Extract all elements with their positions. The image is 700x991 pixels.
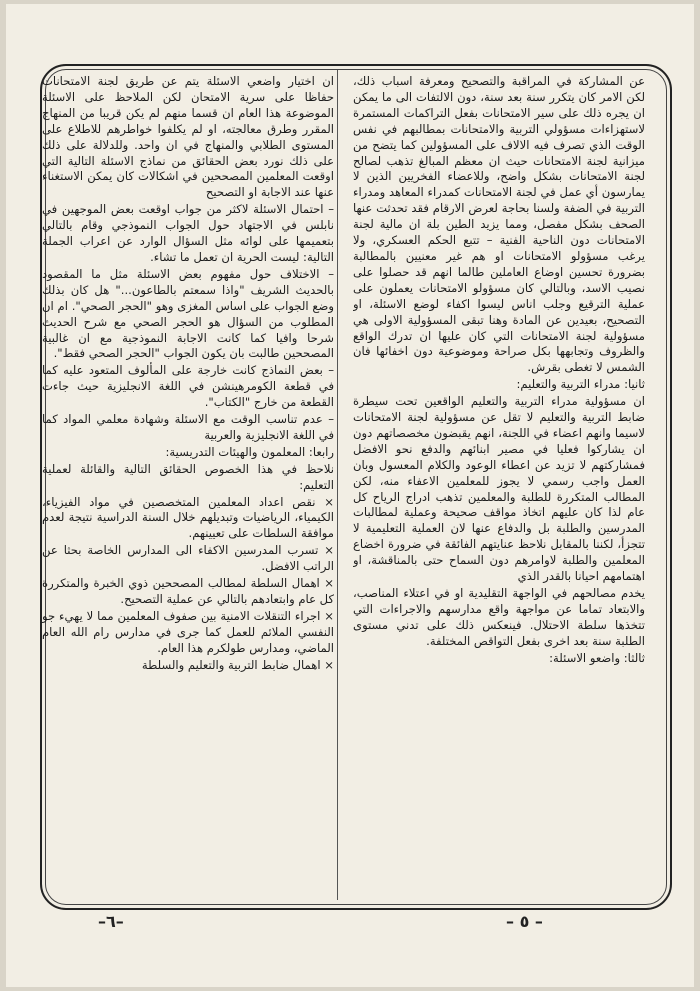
right-paragraph: عن المشاركة في المراقبة والتصحيح ومعرفة اسباب ذلك، لكن الامر كان يتكرر سنة بعد سنة، دون الالتفات الى ما يمكن ان يجره ذلك على سير الامتحانات بفعل التراكمات المستمرة لاستهزاءات مسؤولي التربية والامتحانات بمطالبهم في نفس الوقت الذي تصرف فيه الالاف على المسؤولين كما يتضح من ميزانية لجنة الامتحانات حيث ان معظم المبالغ تذهب لصالح لجنة الامتحانات بشكل واضح، وللاعضاء الفخريين الذين لا يمارسون أي عمل في لجنة الامتحانات كمدراء المعاهد ومدراء التربية في الضفة ولسنا بحاجة لعرض الارقام فقد تحدثت عنها الصحف بشكل مفصل، ومما يزيد الطين بلة ان مالية لجنة الامتحانات دون الناحية الفنية – تتبع الحكم العسكري، ولا يرغب مسؤولو الامتحانات او هم غير معنيين بالمطالبة بضرورة تحسين اوضاع العاملين طالما انهم قد حصلوا على نصيب الاسد، وبالتالي كان مسؤولو الامتحانات يعملون على عملية الترقيع وجلب اناس ليسوا اكفاء لوضع الاسئلة، او التصحيح، بعيدين عن المادة وهنا تبقى المسؤولية الاولى هي مسؤولية لجنة الامتحانات التي كان عليها ان تدرك الواقع والظروف وتجابهها بكل صراحة وموضوعية دون اخفائها فان الشمس لا تغطى بقرش. (353, 74, 645, 375)
section-heading: ثالثا: واضعو الاسئلة: (549, 650, 645, 665)
left-paragraph: – الاختلاف حول مفهوم بعض الاسئلة مثل ما المقصود بالحديث الشريف "واذا سمعتم بالطاعون..." هل كان بذلك وضع الجواب على اساس المغزى وهو "الحجر الصحي". ام ان المطلوب من السؤال هو الحجر الصحي مع شرح الحديث شرحا وافيا كما كانت الاجابة النموذجية مع ان غالبية المصححين طالبت بان يكون الجواب "الحجر الصحي فقط". (42, 266, 334, 361)
column-divider (337, 70, 338, 900)
bullet-item: × اجراء التنقلات الامنية بين صفوف المعلمين مما لا يهيء جو النفسي الملائم للعمل كما جرى في مدارس رام الله العام الماضي، ومدارس طولكرم هذا العام. (42, 608, 334, 655)
page-number-left: –٦– (98, 912, 124, 931)
bullet-item: × اهمال السلطة لمطالب المصححين ذوي الخبرة والمتكررة كل عام وابتعادهم بالتالي عن عملية التصحيح. (42, 576, 334, 606)
bullet-item: × اهمال ضابط التربية والتعليم والسلطة (141, 657, 334, 672)
left-paragraph: – احتمال الاسئلة لاكثر من جواب اوقعت بعض الموجهين في نابلس في الاجتهاد حول الجواب النموذجي وقام بالتالي بتعميمها على لوائه مثل السؤال الوارد عن اعراب الجملة التالية: ليست الحرية ان تعمل ما تشاء. (42, 202, 334, 264)
left-paragraph: نلاحظ في هذا الخصوص الحقائق التالية والقائلة لعملية التعليم: (42, 461, 334, 492)
left-column (42, 74, 334, 894)
bullet-item: × نقص اعداد المعلمين المتخصصين في مواد الفيزياء، الكيمياء، الرياضيات وتبديلهم خلال السنة الدراسية نتيجة لعدم موافقة السلطات على تعيينهم. (42, 494, 334, 541)
page-sheet (6, 4, 694, 987)
left-paragraph: – بعض النماذج كانت خارجة على المألوف المتعود عليه كما في قطعة الكومرهينشن في اللغة الانجليزية حيث جاءت القطعة من خارج "الكتاب". (42, 363, 334, 410)
right-column (353, 74, 645, 894)
right-paragraph: يخدم مصالحهم في الواجهة التقليدية او في اعتلاء المناصب، والابتعاد تماما عن مواجهة واقع مدارسهم والاجراءات التي تتخذها سلطة الاحتلال. فينعكس ذلك على تدني مستوى الطلبة سنة بعد اخرى بفعل التواقص المختلفة. (353, 586, 645, 648)
left-paragraph: ان اختيار واضعي الاسئلة يتم عن طريق لجنة الامتحانات حفاظا على سرية الامتحان لكن الملاحظ على الاسئلة الموضوعة هذا العام ان قسما منهم لم يكن قريبا من المنهاج المقرر وطرق معالجته، او لم يكلفوا خواطرهم للاطلاع على المستوى الطلابي والمنهاج في ان واحد. وللدلالة على ذلك على ذلك نورد بعض الحقائق من نماذج الاسئلة التالية التي اوقعت المعلمين المصححين في اشكالات كان يمكن الاستغناء عنها عند الاجابة او التصحيح (42, 74, 334, 200)
section-heading: رابعا: المعلمون والهيئات التدريسية: (165, 444, 334, 459)
bullet-item: × تسرب المدرسين الاكفاء الى المدارس الخاصة بحثا عن الراتب الافضل. (42, 543, 334, 574)
right-paragraph: ان مسؤولية مدراء التربية والتعليم الواقعين تحت سيطرة ضابط التربية والتعليم لا تقل عن مسؤولية لجنة الامتحانات لاسيما وانهم اعضاء في اللجنة، انهم يقبضون مخصصاتهم دون ان يشاركوا فعليا في مصير ابنائهم والدفع نحو الافضل فمشاركتهم لا تزيد عن اعطاء الوعود والكلام المعسول وبان العمل واجب رسمي لا يجوز للمعلمين الاعفاء منه، لكن المطالب المتكررة للطلبة والمعلمين تذهب ادراج الرياح كل عام لذا كان عليهم اتخاذ مواقف صحيحة وعملية لمطالبات المدرسين والطلبة بل والدفاع عنها لان العملية التعليمية لا تتجزأ، لكننا بالمقابل نلاحظ عنايتهم الفائقة في ضرورة اخضاع المعلمين والطلبة لاوامرهم دون السماح حتى بالمناقشة، او اهتمامهم احيانا بالقدر الذي (353, 394, 645, 584)
section-heading: ثانيا: مدراء التربية والتعليم: (516, 377, 645, 392)
left-paragraph: – عدم تناسب الوقت مع الاسئلة وشهادة معلمي المواد كما في اللغة الانجليزية والعربية (42, 412, 334, 442)
page-number-right: – ٥ – (506, 912, 543, 931)
